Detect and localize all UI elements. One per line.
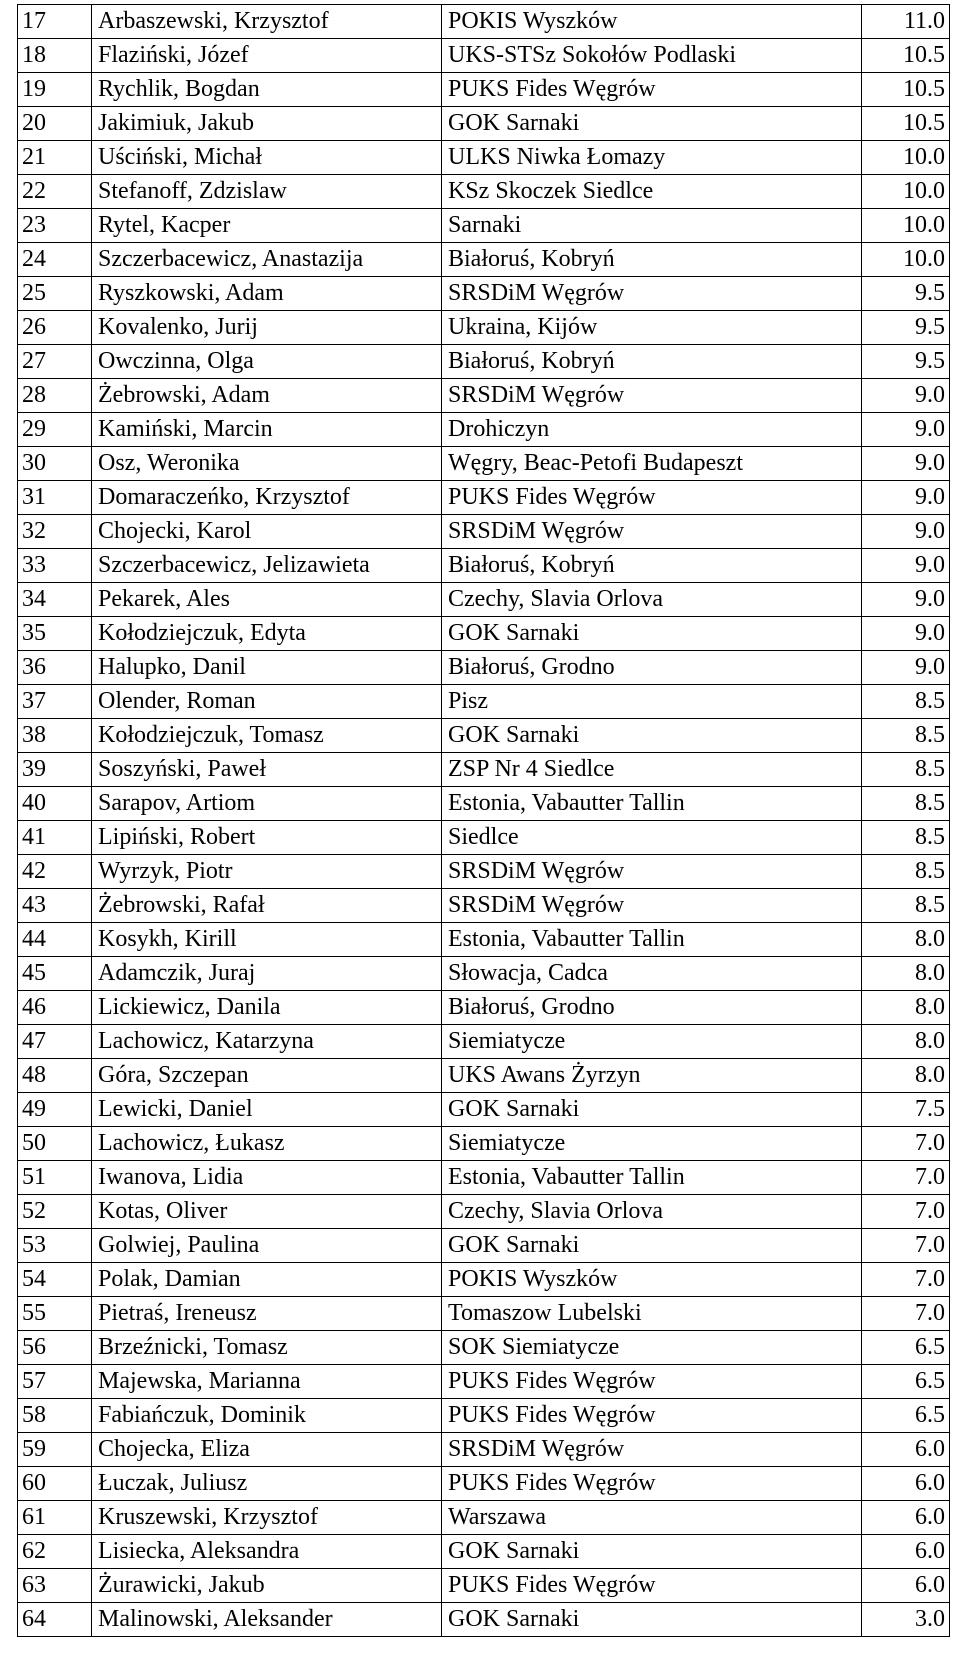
place-cell: 18 (18, 39, 92, 73)
place-cell: 24 (18, 243, 92, 277)
place-cell: 34 (18, 583, 92, 617)
place-cell: 40 (18, 787, 92, 821)
points-cell: 10.0 (862, 175, 950, 209)
place-cell: 49 (18, 1093, 92, 1127)
player-name-cell: Stefanoff, Zdzislaw (92, 175, 442, 209)
points-cell: 6.0 (862, 1433, 950, 1467)
points-cell: 6.5 (862, 1331, 950, 1365)
table-row (18, 1297, 950, 1331)
table-row (18, 1127, 950, 1161)
club-cell: Białoruś, Kobryń (442, 345, 862, 379)
club-cell: Warszawa (442, 1501, 862, 1535)
points-cell: 11.0 (862, 5, 950, 39)
points-cell: 6.0 (862, 1467, 950, 1501)
points-cell: 7.0 (862, 1297, 950, 1331)
points-cell: 9.5 (862, 277, 950, 311)
player-name-cell: Lickiewicz, Danila (92, 991, 442, 1025)
club-cell: GOK Sarnaki (442, 617, 862, 651)
points-cell: 9.0 (862, 515, 950, 549)
player-name-cell: Kosykh, Kirill (92, 923, 442, 957)
points-cell: 6.5 (862, 1365, 950, 1399)
place-cell: 62 (18, 1535, 92, 1569)
table-row (18, 1229, 950, 1263)
club-cell: UKS-STSz Sokołów Podlaski (442, 39, 862, 73)
club-cell: Siemiatycze (442, 1025, 862, 1059)
club-cell: Ukraina, Kijów (442, 311, 862, 345)
player-name-cell: Szczerbacewicz, Anastazija (92, 243, 442, 277)
place-cell: 41 (18, 821, 92, 855)
table-row (18, 209, 950, 243)
table-row (18, 753, 950, 787)
player-name-cell: Szczerbacewicz, Jelizawieta (92, 549, 442, 583)
place-cell: 37 (18, 685, 92, 719)
player-name-cell: Sarapov, Artiom (92, 787, 442, 821)
club-cell: Słowacja, Cadca (442, 957, 862, 991)
club-cell: UKS Awans Żyrzyn (442, 1059, 862, 1093)
table-row (18, 1501, 950, 1535)
points-cell: 3.0 (862, 1603, 950, 1637)
table-row (18, 549, 950, 583)
club-cell: Czechy, Slavia Orlova (442, 1195, 862, 1229)
table-row (18, 1161, 950, 1195)
points-cell: 8.5 (862, 787, 950, 821)
table-row (18, 1059, 950, 1093)
table-row (18, 991, 950, 1025)
player-name-cell: Polak, Damian (92, 1263, 442, 1297)
table-row (18, 855, 950, 889)
player-name-cell: Majewska, Marianna (92, 1365, 442, 1399)
player-name-cell: Owczinna, Olga (92, 345, 442, 379)
place-cell: 55 (18, 1297, 92, 1331)
table-row (18, 1603, 950, 1637)
player-name-cell: Wyrzyk, Piotr (92, 855, 442, 889)
club-cell: Estonia, Vabautter Tallin (442, 923, 862, 957)
table-row (18, 821, 950, 855)
player-name-cell: Łuczak, Juliusz (92, 1467, 442, 1501)
table-row (18, 957, 950, 991)
player-name-cell: Żebrowski, Adam (92, 379, 442, 413)
table-row (18, 685, 950, 719)
player-name-cell: Chojecka, Eliza (92, 1433, 442, 1467)
player-name-cell: Kotas, Oliver (92, 1195, 442, 1229)
club-cell: PUKS Fides Węgrów (442, 481, 862, 515)
points-cell: 6.0 (862, 1569, 950, 1603)
player-name-cell: Kołodziejczuk, Edyta (92, 617, 442, 651)
club-cell: GOK Sarnaki (442, 1535, 862, 1569)
points-cell: 9.0 (862, 651, 950, 685)
club-cell: Białoruś, Grodno (442, 991, 862, 1025)
points-cell: 6.0 (862, 1535, 950, 1569)
player-name-cell: Fabiańczuk, Dominik (92, 1399, 442, 1433)
points-cell: 7.5 (862, 1093, 950, 1127)
club-cell: SRSDiM Węgrów (442, 379, 862, 413)
place-cell: 46 (18, 991, 92, 1025)
table-row (18, 1399, 950, 1433)
points-cell: 8.5 (862, 719, 950, 753)
points-cell: 8.5 (862, 685, 950, 719)
points-cell: 8.5 (862, 855, 950, 889)
player-name-cell: Ryszkowski, Adam (92, 277, 442, 311)
player-name-cell: Brzeźnicki, Tomasz (92, 1331, 442, 1365)
results-body (18, 5, 950, 1637)
place-cell: 47 (18, 1025, 92, 1059)
table-row (18, 651, 950, 685)
table-row (18, 1365, 950, 1399)
club-cell: SRSDiM Węgrów (442, 1433, 862, 1467)
place-cell: 20 (18, 107, 92, 141)
place-cell: 64 (18, 1603, 92, 1637)
points-cell: 9.5 (862, 345, 950, 379)
table-row (18, 617, 950, 651)
points-cell: 9.0 (862, 549, 950, 583)
place-cell: 30 (18, 447, 92, 481)
points-cell: 8.5 (862, 821, 950, 855)
place-cell: 39 (18, 753, 92, 787)
place-cell: 52 (18, 1195, 92, 1229)
table-row (18, 1195, 950, 1229)
player-name-cell: Pietraś, Ireneusz (92, 1297, 442, 1331)
player-name-cell: Soszyński, Paweł (92, 753, 442, 787)
place-cell: 36 (18, 651, 92, 685)
player-name-cell: Lewicki, Daniel (92, 1093, 442, 1127)
points-cell: 9.0 (862, 447, 950, 481)
player-name-cell: Kołodziejczuk, Tomasz (92, 719, 442, 753)
place-cell: 27 (18, 345, 92, 379)
points-cell: 7.0 (862, 1161, 950, 1195)
player-name-cell: Osz, Weronika (92, 447, 442, 481)
points-cell: 8.0 (862, 991, 950, 1025)
results-table (17, 4, 950, 1637)
place-cell: 53 (18, 1229, 92, 1263)
club-cell: Siedlce (442, 821, 862, 855)
table-row (18, 1467, 950, 1501)
club-cell: Białoruś, Kobryń (442, 549, 862, 583)
place-cell: 29 (18, 413, 92, 447)
table-row (18, 1263, 950, 1297)
club-cell: PUKS Fides Węgrów (442, 1569, 862, 1603)
club-cell: GOK Sarnaki (442, 1093, 862, 1127)
club-cell: Pisz (442, 685, 862, 719)
club-cell: PUKS Fides Węgrów (442, 1365, 862, 1399)
place-cell: 59 (18, 1433, 92, 1467)
place-cell: 23 (18, 209, 92, 243)
player-name-cell: Lachowicz, Łukasz (92, 1127, 442, 1161)
player-name-cell: Rytel, Kacper (92, 209, 442, 243)
table-row (18, 923, 950, 957)
club-cell: SRSDiM Węgrów (442, 515, 862, 549)
table-row (18, 1433, 950, 1467)
points-cell: 10.5 (862, 107, 950, 141)
points-cell: 8.0 (862, 1059, 950, 1093)
points-cell: 8.0 (862, 1025, 950, 1059)
player-name-cell: Iwanova, Lidia (92, 1161, 442, 1195)
club-cell: GOK Sarnaki (442, 107, 862, 141)
player-name-cell: Malinowski, Aleksander (92, 1603, 442, 1637)
club-cell: Drohiczyn (442, 413, 862, 447)
place-cell: 42 (18, 855, 92, 889)
points-cell: 10.5 (862, 73, 950, 107)
place-cell: 22 (18, 175, 92, 209)
club-cell: ZSP Nr 4 Siedlce (442, 753, 862, 787)
points-cell: 10.0 (862, 141, 950, 175)
points-cell: 9.0 (862, 413, 950, 447)
place-cell: 45 (18, 957, 92, 991)
player-name-cell: Chojecki, Karol (92, 515, 442, 549)
table-row (18, 39, 950, 73)
club-cell: GOK Sarnaki (442, 1229, 862, 1263)
club-cell: GOK Sarnaki (442, 1603, 862, 1637)
table-row (18, 243, 950, 277)
club-cell: Czechy, Slavia Orlova (442, 583, 862, 617)
club-cell: Tomaszow Lubelski (442, 1297, 862, 1331)
player-name-cell: Uściński, Michał (92, 141, 442, 175)
club-cell: Estonia, Vabautter Tallin (442, 1161, 862, 1195)
table-row (18, 719, 950, 753)
place-cell: 43 (18, 889, 92, 923)
place-cell: 35 (18, 617, 92, 651)
place-cell: 54 (18, 1263, 92, 1297)
club-cell: Węgry, Beac-Petofi Budapeszt (442, 447, 862, 481)
player-name-cell: Lisiecka, Aleksandra (92, 1535, 442, 1569)
player-name-cell: Żebrowski, Rafał (92, 889, 442, 923)
table-row (18, 1331, 950, 1365)
club-cell: SRSDiM Węgrów (442, 277, 862, 311)
club-cell: Białoruś, Grodno (442, 651, 862, 685)
place-cell: 32 (18, 515, 92, 549)
player-name-cell: Pekarek, Ales (92, 583, 442, 617)
points-cell: 7.0 (862, 1195, 950, 1229)
club-cell: KSz Skoczek Siedlce (442, 175, 862, 209)
table-row (18, 787, 950, 821)
place-cell: 31 (18, 481, 92, 515)
club-cell: PUKS Fides Węgrów (442, 1467, 862, 1501)
club-cell: GOK Sarnaki (442, 719, 862, 753)
points-cell: 7.0 (862, 1229, 950, 1263)
table-row (18, 1093, 950, 1127)
club-cell: SRSDiM Węgrów (442, 889, 862, 923)
place-cell: 44 (18, 923, 92, 957)
points-cell: 7.0 (862, 1127, 950, 1161)
points-cell: 8.0 (862, 957, 950, 991)
place-cell: 26 (18, 311, 92, 345)
club-cell: POKIS Wyszków (442, 1263, 862, 1297)
player-name-cell: Lachowicz, Katarzyna (92, 1025, 442, 1059)
club-cell: PUKS Fides Węgrów (442, 73, 862, 107)
player-name-cell: Kruszewski, Krzysztof (92, 1501, 442, 1535)
player-name-cell: Kovalenko, Jurij (92, 311, 442, 345)
club-cell: POKIS Wyszków (442, 5, 862, 39)
player-name-cell: Domaraczeńko, Krzysztof (92, 481, 442, 515)
player-name-cell: Lipiński, Robert (92, 821, 442, 855)
player-name-cell: Flaziński, Józef (92, 39, 442, 73)
club-cell: SRSDiM Węgrów (442, 855, 862, 889)
table-row (18, 1569, 950, 1603)
table-row (18, 379, 950, 413)
player-name-cell: Żurawicki, Jakub (92, 1569, 442, 1603)
player-name-cell: Góra, Szczepan (92, 1059, 442, 1093)
table-row (18, 413, 950, 447)
place-cell: 63 (18, 1569, 92, 1603)
points-cell: 7.0 (862, 1263, 950, 1297)
table-row (18, 277, 950, 311)
table-row (18, 515, 950, 549)
club-cell: Estonia, Vabautter Tallin (442, 787, 862, 821)
points-cell: 9.0 (862, 481, 950, 515)
points-cell: 10.0 (862, 243, 950, 277)
club-cell: PUKS Fides Węgrów (442, 1399, 862, 1433)
place-cell: 28 (18, 379, 92, 413)
table-row (18, 583, 950, 617)
club-cell: SOK Siemiatycze (442, 1331, 862, 1365)
points-cell: 10.0 (862, 209, 950, 243)
player-name-cell: Kamiński, Marcin (92, 413, 442, 447)
points-cell: 8.5 (862, 753, 950, 787)
points-cell: 9.0 (862, 379, 950, 413)
place-cell: 50 (18, 1127, 92, 1161)
points-cell: 9.0 (862, 617, 950, 651)
player-name-cell: Halupko, Danil (92, 651, 442, 685)
player-name-cell: Adamczik, Juraj (92, 957, 442, 991)
points-cell: 6.5 (862, 1399, 950, 1433)
player-name-cell: Arbaszewski, Krzysztof (92, 5, 442, 39)
points-cell: 10.5 (862, 39, 950, 73)
club-cell: Siemiatycze (442, 1127, 862, 1161)
table-row (18, 345, 950, 379)
club-cell: Sarnaki (442, 209, 862, 243)
place-cell: 17 (18, 5, 92, 39)
table-row (18, 175, 950, 209)
points-cell: 9.5 (862, 311, 950, 345)
club-cell: Białoruś, Kobryń (442, 243, 862, 277)
place-cell: 38 (18, 719, 92, 753)
place-cell: 56 (18, 1331, 92, 1365)
club-cell: ULKS Niwka Łomazy (442, 141, 862, 175)
place-cell: 60 (18, 1467, 92, 1501)
table-row (18, 889, 950, 923)
table-row (18, 107, 950, 141)
player-name-cell: Olender, Roman (92, 685, 442, 719)
place-cell: 61 (18, 1501, 92, 1535)
place-cell: 25 (18, 277, 92, 311)
place-cell: 48 (18, 1059, 92, 1093)
table-row (18, 1025, 950, 1059)
table-row (18, 447, 950, 481)
table-row (18, 311, 950, 345)
place-cell: 57 (18, 1365, 92, 1399)
table-row (18, 141, 950, 175)
place-cell: 33 (18, 549, 92, 583)
place-cell: 21 (18, 141, 92, 175)
player-name-cell: Jakimiuk, Jakub (92, 107, 442, 141)
player-name-cell: Golwiej, Paulina (92, 1229, 442, 1263)
place-cell: 58 (18, 1399, 92, 1433)
table-row (18, 73, 950, 107)
table-row (18, 481, 950, 515)
points-cell: 8.0 (862, 923, 950, 957)
table-row (18, 5, 950, 39)
points-cell: 6.0 (862, 1501, 950, 1535)
place-cell: 19 (18, 73, 92, 107)
place-cell: 51 (18, 1161, 92, 1195)
points-cell: 8.5 (862, 889, 950, 923)
points-cell: 9.0 (862, 583, 950, 617)
player-name-cell: Rychlik, Bogdan (92, 73, 442, 107)
table-row (18, 1535, 950, 1569)
